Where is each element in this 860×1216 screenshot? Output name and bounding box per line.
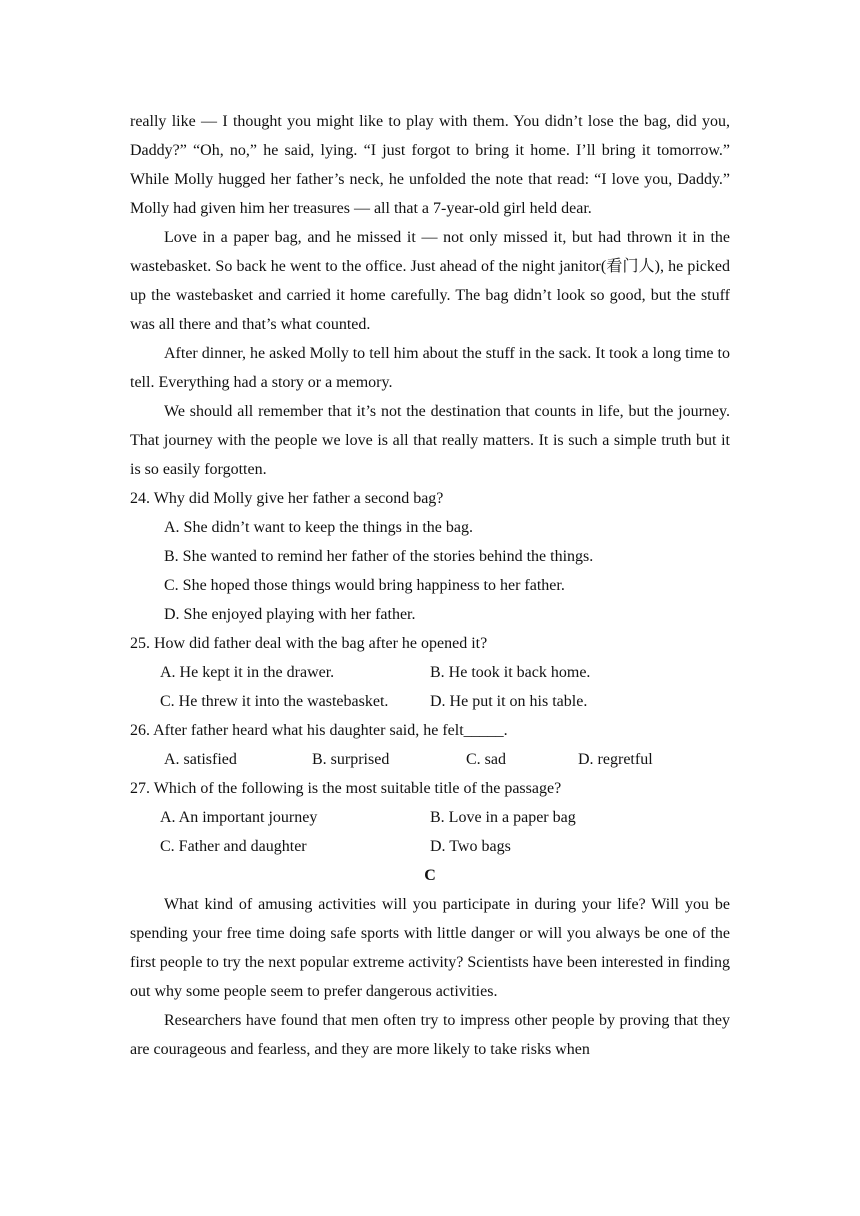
question-25-option-b: B. He took it back home.	[430, 664, 591, 681]
question-27-options-row-1	[130, 803, 730, 832]
question-26-options	[130, 745, 730, 774]
question-25-stem: 25. How did father deal with the bag after he opened it?	[130, 635, 488, 652]
question-27-stem: 27. Which of the following is the most suitable title of the passage?	[130, 780, 562, 797]
question-26-option-d: D. regretful	[578, 751, 653, 768]
question-27-option-d: D. Two bags	[430, 838, 511, 855]
question-26-stem: 26. After father heard what his daughter said, he felt_____.	[130, 722, 508, 739]
question-26-option-a: A. satisfied	[164, 751, 237, 768]
section-c-heading: C	[424, 867, 436, 884]
question-26-option-c: C. sad	[466, 751, 506, 768]
document-content	[130, 107, 730, 1064]
paragraph-after-dinner: After dinner, he asked Molly to tell him about the stuff in the sack. It took a long time to tell. Everything had a story or a memory.	[130, 345, 730, 391]
question-27	[130, 774, 730, 861]
question-27-option-b: B. Love in a paper bag	[430, 809, 576, 826]
question-24-stem: 24. Why did Molly give her father a second bag?	[130, 490, 444, 507]
question-24-option-a: A. She didn’t want to keep the things in the bag.	[164, 519, 473, 536]
question-25-option-d: D. He put it on his table.	[430, 693, 588, 710]
question-24-option-d: D. She enjoyed playing with her father.	[164, 606, 416, 623]
question-25-option-c: C. He threw it into the wastebasket.	[160, 693, 389, 710]
question-27-option-a: A. An important journey	[160, 809, 318, 826]
question-26	[130, 716, 730, 774]
question-27-option-c: C. Father and daughter	[160, 838, 307, 855]
section-c-paragraph-2: Researchers have found that men often try to impress other people by proving that they are courageous and fearless, and they are more likely to take risks when	[130, 1012, 730, 1058]
question-25-options-row-2	[130, 687, 730, 716]
question-25	[130, 629, 730, 716]
question-25-option-a: A. He kept it in the drawer.	[160, 664, 335, 681]
paragraph-continuation: really like — I thought you might like to play with them. You didn’t lose the bag, did you, Daddy?” “Oh, no,” he said, lying. “I just forgot to bring it home. I’ll bring it tomorrow.” While Molly hugged her father’s neck, he unfolded the note that read: “I love you, Daddy.” Molly had given him her treasures — all that a 7-year-old girl held dear.	[130, 113, 730, 217]
paragraph-moral: We should all remember that it’s not the destination that counts in life, but the journey. That journey with the people we love is all that really matters. It is such a simple truth but it is so easily forgotten.	[130, 403, 730, 478]
question-26-option-b: B. surprised	[312, 751, 390, 768]
question-27-options-row-2	[130, 832, 730, 861]
paragraph-love-in-bag: Love in a paper bag, and he missed it — not only missed it, but had thrown it in the wastebasket. So back he went to the office. Just ahead of the night janitor(看门人), he picked up the wastebasket and carried it home carefully. The bag didn’t look so good, but the stuff was all there and that’s what counted.	[130, 229, 730, 333]
question-24-option-c: C. She hoped those things would bring happiness to her father.	[164, 577, 565, 594]
question-24	[130, 484, 730, 629]
section-c-paragraph-1: What kind of amusing activities will you participate in during your life? Will you be spending your free time doing safe sports with little danger or will you always be one of the first people to try the next popular extreme activity? Scientists have been interested in finding out why some people seem to prefer dangerous activities.	[130, 896, 730, 1000]
question-25-options-row-1	[130, 658, 730, 687]
question-24-option-b: B. She wanted to remind her father of the stories behind the things.	[164, 548, 594, 565]
